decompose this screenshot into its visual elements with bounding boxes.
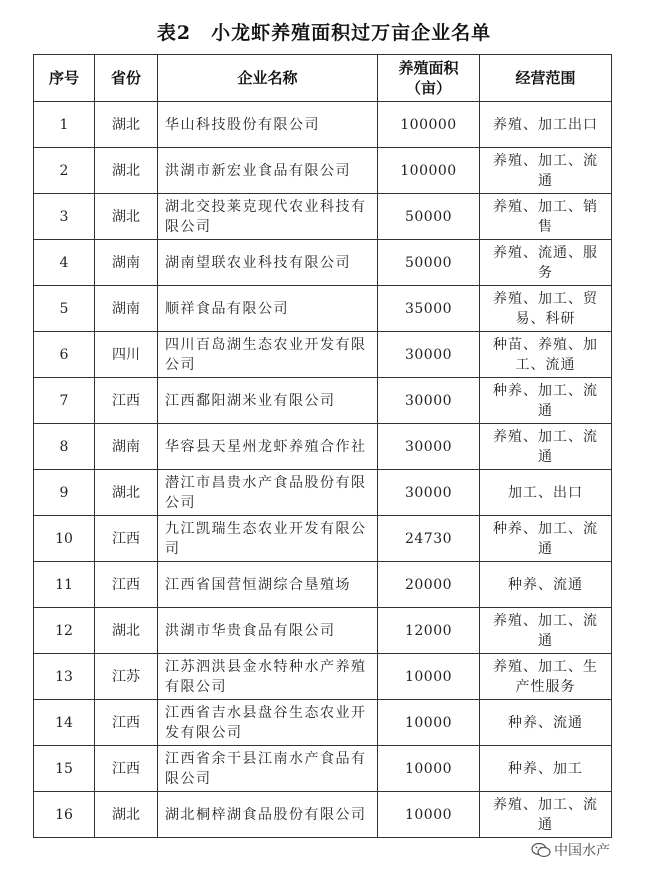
table-row — [34, 194, 612, 240]
row-company: 九江凯瑞生态农业开发有限公司 — [158, 516, 378, 562]
table-title: 表2 小龙虾养殖面积过万亩企业名单 — [156, 22, 492, 44]
table-row — [34, 240, 612, 286]
row-province: 江西 — [95, 562, 158, 608]
table-header-row — [34, 55, 612, 102]
table-row — [34, 470, 612, 516]
row-company: 洪湖市华贵食品有限公司 — [158, 608, 378, 654]
row-scope: 养殖、加工、生产性服务 — [480, 654, 612, 700]
row-province: 湖北 — [95, 608, 158, 654]
row-index: 12 — [34, 608, 95, 654]
row-index: 5 — [34, 286, 95, 332]
row-index: 10 — [34, 516, 95, 562]
row-scope: 养殖、加工、流通 — [480, 608, 612, 654]
table-row — [34, 700, 612, 746]
row-province: 湖北 — [95, 470, 158, 516]
row-province: 湖北 — [95, 792, 158, 838]
row-area: 30000 — [378, 378, 480, 424]
row-scope: 养殖、加工出口 — [480, 102, 612, 148]
table-row — [34, 562, 612, 608]
row-area: 24730 — [378, 516, 480, 562]
row-province: 江苏 — [95, 654, 158, 700]
row-area: 20000 — [378, 562, 480, 608]
row-area: 30000 — [378, 332, 480, 378]
header-province: 省份 — [95, 55, 158, 102]
row-index: 2 — [34, 148, 95, 194]
watermark — [531, 840, 610, 860]
table-row — [34, 792, 612, 838]
row-company: 江西鄱阳湖米业有限公司 — [158, 378, 378, 424]
row-index: 13 — [34, 654, 95, 700]
row-index: 14 — [34, 700, 95, 746]
header-scope: 经营范围 — [480, 55, 612, 102]
header-company: 企业名称 — [158, 55, 378, 102]
row-area: 12000 — [378, 608, 480, 654]
row-company: 江西省余干县江南水产食品有限公司 — [158, 746, 378, 792]
row-scope: 种苗、养殖、加工、流通 — [480, 332, 612, 378]
row-area: 50000 — [378, 194, 480, 240]
row-area: 100000 — [378, 148, 480, 194]
row-company: 华容县天星州龙虾养殖合作社 — [158, 424, 378, 470]
row-index: 4 — [34, 240, 95, 286]
row-area: 100000 — [378, 102, 480, 148]
table-row — [34, 378, 612, 424]
table-row — [34, 608, 612, 654]
row-province: 湖北 — [95, 148, 158, 194]
row-province: 江西 — [95, 378, 158, 424]
row-province: 江西 — [95, 700, 158, 746]
row-index: 7 — [34, 378, 95, 424]
row-company: 江西省国营恒湖综合垦殖场 — [158, 562, 378, 608]
row-company: 湖北交投莱克现代农业科技有限公司 — [158, 194, 378, 240]
row-scope: 种养、加工、流通 — [480, 516, 612, 562]
watermark-text: 中国水产 — [554, 843, 610, 859]
row-company: 洪湖市新宏业食品有限公司 — [158, 148, 378, 194]
row-scope: 种养、加工 — [480, 746, 612, 792]
row-company: 江西省吉水县盘谷生态农业开发有限公司 — [158, 700, 378, 746]
row-province: 江西 — [95, 516, 158, 562]
row-company: 四川百岛湖生态农业开发有限公司 — [158, 332, 378, 378]
row-company: 湖南望联农业科技有限公司 — [158, 240, 378, 286]
table-row — [34, 286, 612, 332]
row-scope: 养殖、流通、服务 — [480, 240, 612, 286]
table-row — [34, 746, 612, 792]
row-province: 湖南 — [95, 286, 158, 332]
row-company: 江苏泗洪县金水特种水产养殖有限公司 — [158, 654, 378, 700]
row-company: 华山科技股份有限公司 — [158, 102, 378, 148]
row-province: 湖南 — [95, 240, 158, 286]
row-index: 6 — [34, 332, 95, 378]
row-scope: 养殖、加工、销售 — [480, 194, 612, 240]
row-index: 16 — [34, 792, 95, 838]
row-area: 10000 — [378, 746, 480, 792]
table-row — [34, 424, 612, 470]
table-row — [34, 516, 612, 562]
table-row — [34, 332, 612, 378]
row-scope: 加工、出口 — [480, 470, 612, 516]
row-index: 11 — [34, 562, 95, 608]
table-row — [34, 654, 612, 700]
row-province: 四川 — [95, 332, 158, 378]
row-index: 8 — [34, 424, 95, 470]
row-scope: 种养、流通 — [480, 562, 612, 608]
enterprise-table — [33, 54, 612, 838]
row-index: 15 — [34, 746, 95, 792]
row-province: 湖北 — [95, 102, 158, 148]
row-scope: 养殖、加工、流通 — [480, 792, 612, 838]
row-scope: 种养、加工、流通 — [480, 378, 612, 424]
row-province: 江西 — [95, 746, 158, 792]
row-area: 35000 — [378, 286, 480, 332]
header-index: 序号 — [34, 55, 95, 102]
wechat-icon — [531, 842, 551, 858]
row-area: 10000 — [378, 700, 480, 746]
row-area: 10000 — [378, 654, 480, 700]
row-scope: 种养、流通 — [480, 700, 612, 746]
row-scope: 养殖、加工、流通 — [480, 424, 612, 470]
table-row — [34, 148, 612, 194]
table-row — [34, 102, 612, 148]
row-area: 30000 — [378, 470, 480, 516]
row-company: 顺祥食品有限公司 — [158, 286, 378, 332]
row-scope: 养殖、加工、贸易、科研 — [480, 286, 612, 332]
row-company: 潜江市昌贵水产食品股份有限公司 — [158, 470, 378, 516]
row-area: 10000 — [378, 792, 480, 838]
row-province: 湖北 — [95, 194, 158, 240]
row-index: 1 — [34, 102, 95, 148]
row-index: 3 — [34, 194, 95, 240]
row-index: 9 — [34, 470, 95, 516]
header-area: 养殖面积（亩） — [378, 55, 480, 102]
row-company: 湖北桐梓湖食品股份有限公司 — [158, 792, 378, 838]
row-scope: 养殖、加工、流通 — [480, 148, 612, 194]
row-area: 50000 — [378, 240, 480, 286]
row-area: 30000 — [378, 424, 480, 470]
row-province: 湖南 — [95, 424, 158, 470]
